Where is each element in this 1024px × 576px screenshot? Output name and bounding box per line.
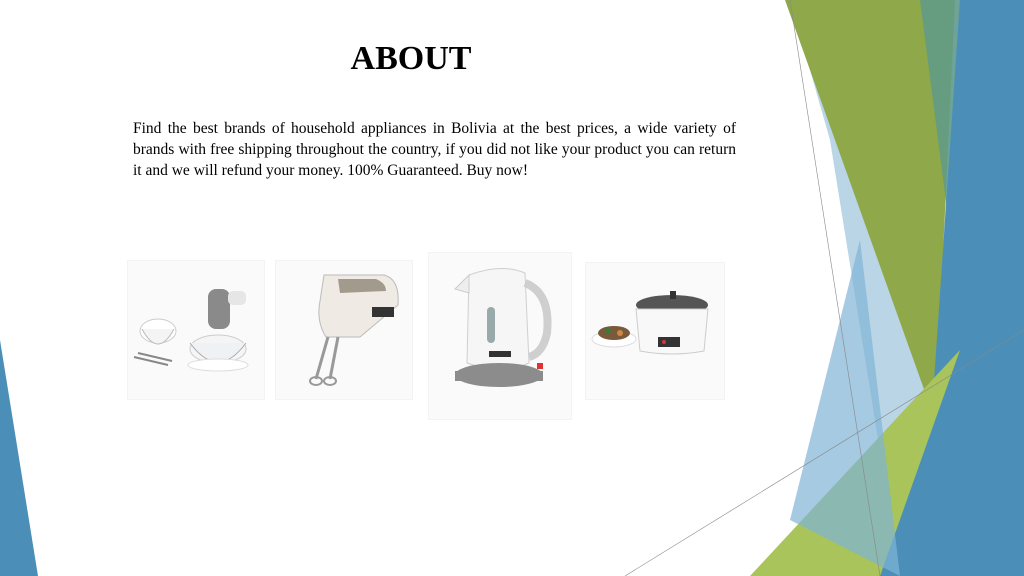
electric-kettle-image — [428, 252, 572, 420]
left-blue-shape — [0, 340, 38, 576]
about-paragraph: Find the best brands of household appliances in Bolivia at the best prices, a wide variety of brands with free shipping throughout the country, if you did not like your product you can return it and we will refund your money. 100% Guaranteed. Buy now! — [133, 120, 736, 179]
stand-mixer-image — [127, 260, 265, 400]
hand-mixer-image — [275, 260, 413, 400]
rice-cooker-image — [585, 262, 725, 400]
page-title: ABOUT — [350, 40, 472, 77]
